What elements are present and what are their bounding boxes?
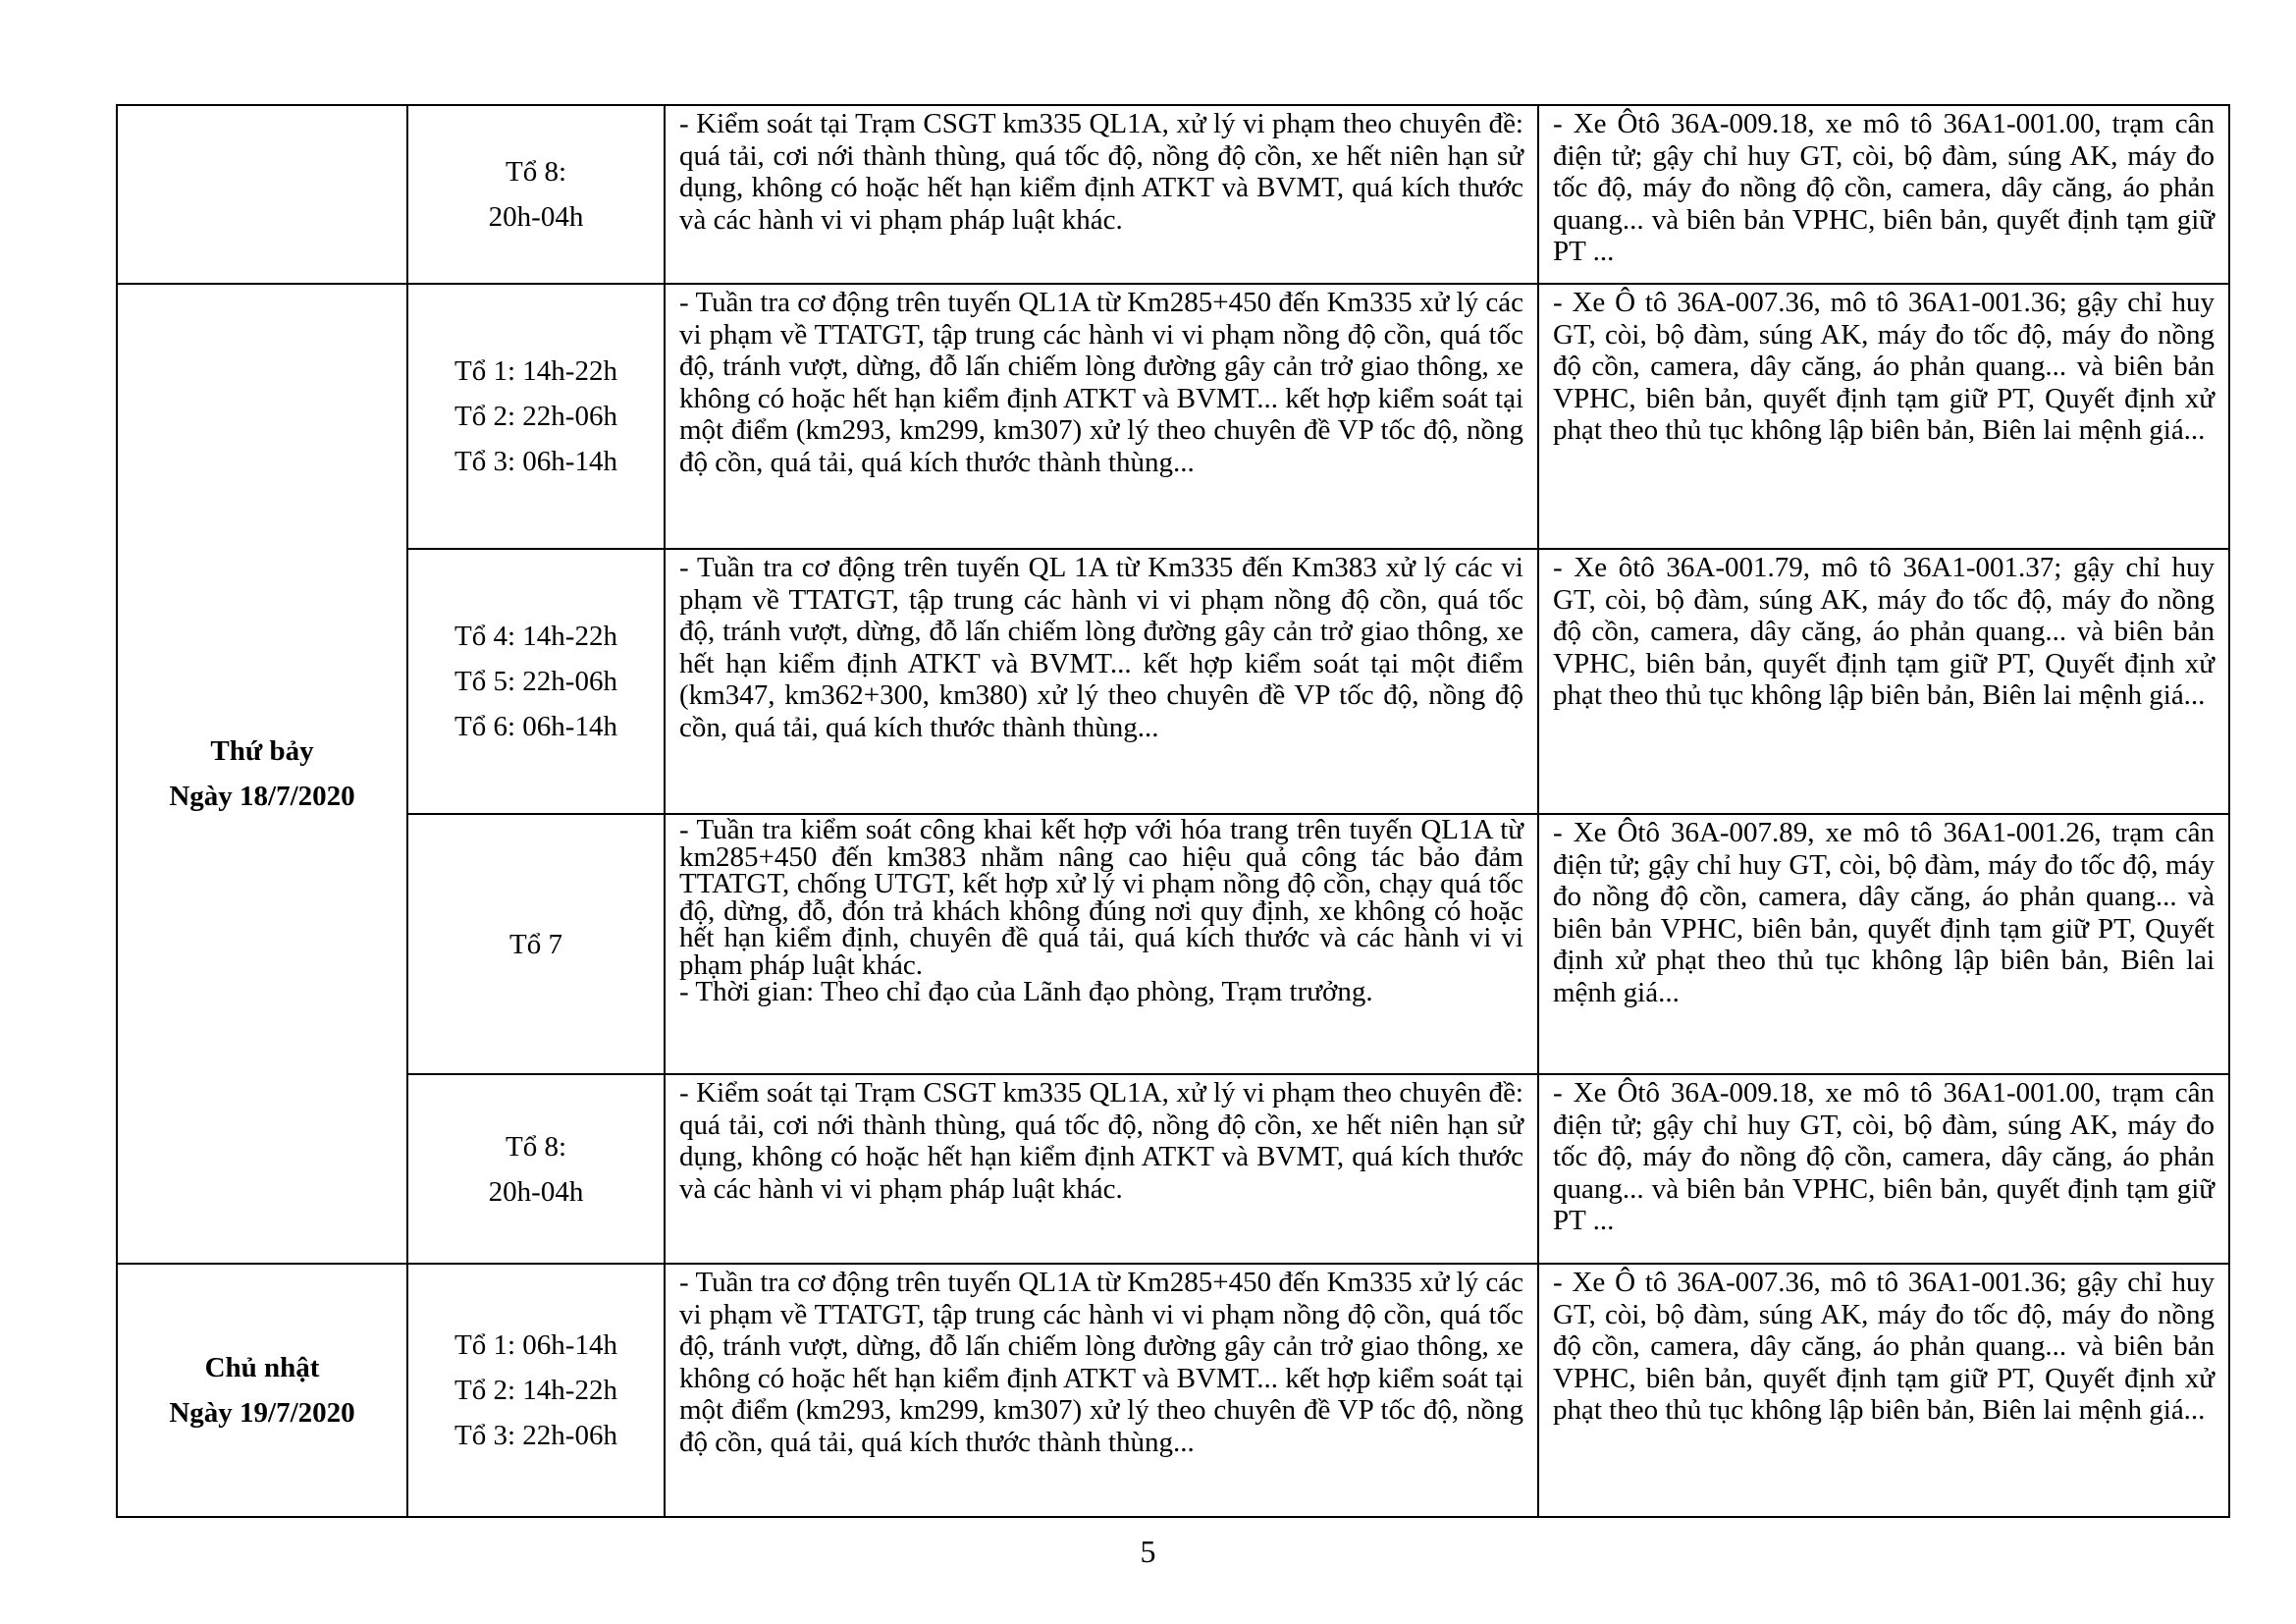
task-time-note: - Thời gian: Theo chỉ đạo của Lãnh đạo phòng, Trạm trưởng. (679, 976, 1373, 1007)
team-cell (407, 105, 665, 284)
team-line: Tổ 3: 22h-06h (454, 1420, 617, 1451)
day-cell (117, 1264, 407, 1517)
team-cell (407, 549, 665, 814)
day-date: Ngày 18/7/2020 (169, 781, 355, 812)
team-line: Tổ 8: (505, 1130, 567, 1163)
task-cell (665, 814, 1538, 1074)
task-cell: - Tuần tra cơ động trên tuyến QL1A từ Km285+450 đến Km335 xử lý các vi phạm về TTATGT, tập trung các hành vi vi phạm nồng độ cồn, quá tốc độ, tránh vượt, dừng, đỗ lấn chiếm lòng đường gây cản trở giao thông, xe không có hoặc hết hạn kiểm định ATKT và BVMT... kết hợp kiểm soát tại một điểm (km293, km299, km307) xử lý theo chuyên đề VP tốc độ, nồng độ cồn, quá tải, quá kích thước thành thùng... (665, 284, 1538, 549)
table-row (117, 105, 2229, 284)
team-line: Tổ 4: 14h-22h (454, 621, 617, 652)
equipment-cell: - Xe Ô tô 36A-007.36, mô tô 36A1-001.36; gậy chỉ huy GT, còi, bộ đàm, súng AK, máy đo tốc độ, máy đo nồng độ cồn, camera, dây căng, áo phản quang... và biên bản VPHC, biên bản, quyết định tạm giữ PT, Quyết định xử phạt theo thủ tục không lập biên bản, Biên lai mệnh giá... (1538, 1264, 2229, 1517)
schedule-table (116, 104, 2230, 1518)
team-line: 20h-04h (488, 201, 584, 233)
day-name: Chủ nhật (204, 1352, 320, 1383)
team-line: Tổ 6: 06h-14h (454, 711, 617, 742)
team-cell (407, 1264, 665, 1517)
table-row (117, 284, 2229, 549)
task-cell: - Kiểm soát tại Trạm CSGT km335 QL1A, xử lý vi phạm theo chuyên đề: quá tải, cơi nới thành thùng, quá tốc độ, nồng độ cồn, xe hết niên hạn sử dụng, không có hoặc hết hạn kiểm định ATKT và BVMT, quá kích thước và các hành vi vi phạm pháp luật khác. (665, 1074, 1538, 1264)
team-line: Tổ 2: 14h-22h (454, 1375, 617, 1406)
table-row (117, 549, 2229, 814)
task-cell: - Kiểm soát tại Trạm CSGT km335 QL1A, xử lý vi phạm theo chuyên đề: quá tải, cơi nới thành thùng, quá tốc độ, nồng độ cồn, xe hết niên hạn sử dụng, không có hoặc hết hạn kiểm định ATKT và BVMT, quá kích thước và các hành vi vi phạm pháp luật khác. (665, 105, 1538, 284)
day-date: Ngày 19/7/2020 (169, 1397, 355, 1429)
equipment-cell: - Xe Ô tô 36A-007.36, mô tô 36A1-001.36; gậy chỉ huy GT, còi, bộ đàm, súng AK, máy đo tốc độ, máy đo nồng độ cồn, camera, dây căng, áo phản quang... và biên bản VPHC, biên bản, quyết định tạm giữ PT, Quyết định xử phạt theo thủ tục không lập biên bản, Biên lai mệnh giá... (1538, 284, 2229, 549)
table-row (117, 1264, 2229, 1517)
team-line: Tổ 5: 22h-06h (454, 666, 617, 697)
equipment-cell: - Xe Ôtô 36A-007.89, xe mô tô 36A1-001.26, trạm cân điện tử; gậy chỉ huy GT, còi, bộ đàm, máy đo tốc độ, máy đo nồng độ cồn, camera, dây căng, áo phản quang... và biên bản VPHC, biên bản, quyết định tạm giữ PT, Quyết định xử phạt theo thủ tục không lập biên bản, Biên lai mệnh giá... (1538, 814, 2229, 1074)
team-line: Tổ 7 (509, 928, 562, 960)
team-cell (407, 1074, 665, 1264)
day-cell-empty (117, 105, 407, 284)
equipment-cell: - Xe Ôtô 36A-009.18, xe mô tô 36A1-001.00, trạm cân điện tử; gậy chỉ huy GT, còi, bộ đàm, súng AK, máy đo tốc độ, máy đo nồng độ cồn, camera, dây căng, áo phản quang... và biên bản VPHC, biên bản, quyết định tạm giữ PT ... (1538, 105, 2229, 284)
team-line: Tổ 2: 22h-06h (454, 401, 617, 432)
equipment-cell: - Xe Ôtô 36A-009.18, xe mô tô 36A1-001.00, trạm cân điện tử; gậy chỉ huy GT, còi, bộ đàm, súng AK, máy đo tốc độ, máy đo nồng độ cồn, camera, dây căng, áo phản quang... và biên bản VPHC, biên bản, quyết định tạm giữ PT ... (1538, 1074, 2229, 1264)
table-row (117, 814, 2229, 1074)
team-line: 20h-04h (488, 1175, 584, 1208)
team-line: Tổ 8: (505, 156, 567, 188)
equipment-cell: - Xe ôtô 36A-001.79, mô tô 36A1-001.37; gậy chỉ huy GT, còi, bộ đàm, súng AK, máy đo tốc độ, máy đo nồng độ cồn, camera, dây căng, áo phản quang... và biên bản VPHC, biên bản, quyết định tạm giữ PT, Quyết định xử phạt theo thủ tục không lập biên bản, Biên lai mệnh giá... (1538, 549, 2229, 814)
team-line: Tổ 1: 14h-22h (454, 355, 617, 387)
table-row (117, 1074, 2229, 1264)
team-line: Tổ 3: 06h-14h (454, 446, 617, 477)
day-name: Thứ bảy (210, 735, 314, 767)
team-cell (407, 284, 665, 549)
team-cell (407, 814, 665, 1074)
team-line: Tổ 1: 06h-14h (454, 1329, 617, 1361)
task-cell: - Tuần tra cơ động trên tuyến QL 1A từ Km335 đến Km383 xử lý các vi phạm về TTATGT, tập trung các hành vi vi phạm nồng độ cồn, quá tốc độ, tránh vượt, dừng, đỗ lấn chiếm lòng đường gây cản trở giao thông, xe hết hạn kiểm định ATKT và BVMT... kết hợp kiểm soát tại một điểm (km347, km362+300, km380) xử lý theo chuyên đề VP tốc độ, nồng độ cồn, quá tải, quá kích thước thành thùng... (665, 549, 1538, 814)
page-number: 5 (1140, 1534, 1156, 1569)
task-text: - Tuần tra kiểm soát công khai kết hợp với hóa trang trên tuyến QL1A từ km285+450 đến km383 nhằm nâng cao hiệu quả công tác bảo đảm TTATGT, chống UTGT, kết hợp xử lý vi phạm nồng độ cồn, chạy quá tốc độ, dừng, đỗ, đón trả khách không đúng nơi quy định, xe không có hoặc hết hạn kiểm định, chuyên đề quá tải, quá kích thước và các hành vi vi phạm pháp luật khác. (679, 814, 1523, 981)
task-cell: - Tuần tra cơ động trên tuyến QL1A từ Km285+450 đến Km335 xử lý các vi phạm về TTATGT, tập trung các hành vi vi phạm nồng độ cồn, quá tốc độ, tránh vượt, dừng, đỗ lấn chiếm lòng đường gây cản trở giao thông, xe không có hoặc hết hạn kiểm định ATKT và BVMT... kết hợp kiểm soát tại một điểm (km293, km299, km307) xử lý theo chuyên đề VP tốc độ, nồng độ cồn, quá tải, quá kích thước thành thùng... (665, 1264, 1538, 1517)
day-cell (117, 284, 407, 1264)
